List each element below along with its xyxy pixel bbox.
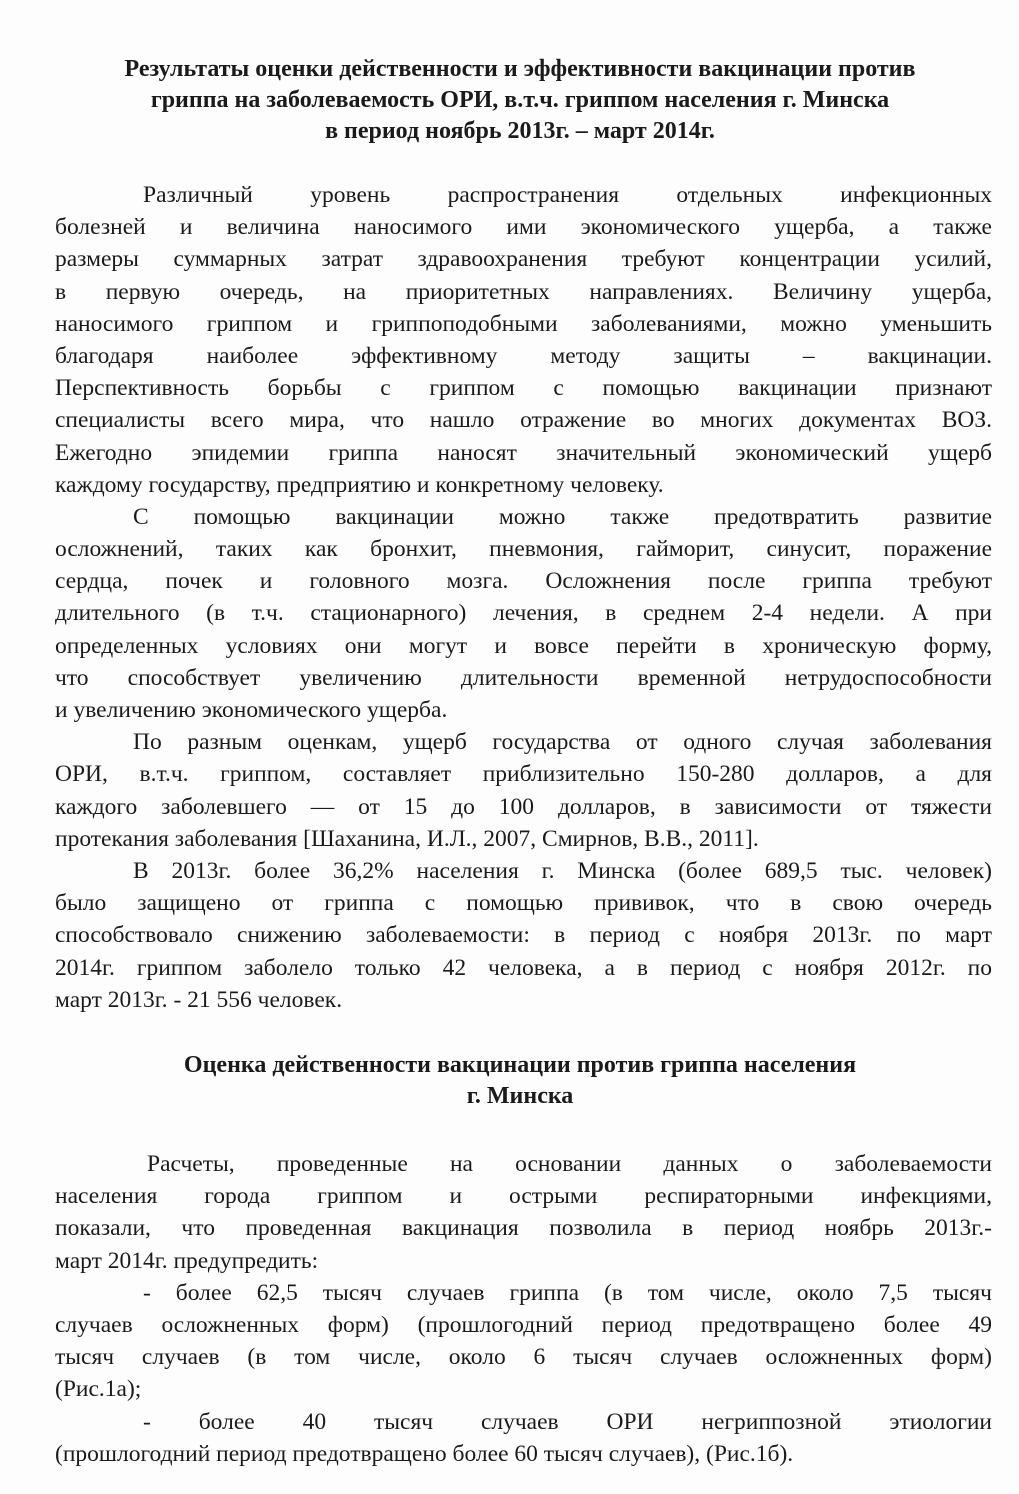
text-line: населения города гриппом и острыми респираторными инфекциями, xyxy=(55,1183,992,1210)
text-line: в первую очередь, на приоритетных направлениях. Величину ущерба, xyxy=(55,278,992,305)
text-line: - более 40 тысяч случаев ОРИ негриппозной этиологии xyxy=(143,1408,992,1435)
text-line: сердца, почек и головного мозга. Осложнения после гриппа требуют xyxy=(55,568,992,595)
text-line: и увеличению экономического ущерба. xyxy=(55,697,448,723)
text-line: март 2013г. - 21 556 человек. xyxy=(55,986,343,1013)
section-heading xyxy=(40,1050,1000,1112)
text-line: С помощью вакцинации можно также предотвратить развитие xyxy=(133,503,992,530)
text-line: случаев осложненных форм) (прошлогодний период предотвращено более 49 xyxy=(55,1311,992,1338)
text-line: было защищено от гриппа с помощью прививок, что в свою очередь xyxy=(55,890,992,917)
body-section-2 xyxy=(55,1148,992,1470)
text-line: - более 62,5 тысяч случаев гриппа (в том числе, около 7,5 тысяч xyxy=(143,1279,992,1306)
text-line: (прошлогодний период предотвращено более 60 тысяч случаев), (Рис.1б). xyxy=(55,1440,794,1467)
text-line: показали, что проведенная вакцинация позволила в период ноябрь 2013г.- xyxy=(55,1215,992,1242)
document-title-line: Результаты оценки действенности и эффективности вакцинации против xyxy=(124,56,916,82)
text-line: ОРИ, в.т.ч. гриппом, составляет приблизительно 150-280 долларов, а для xyxy=(55,761,992,788)
text-line: длительного (в т.ч. стационарного) лечения, в среднем 2-4 недели. А при xyxy=(55,600,992,627)
text-line: В 2013г. более 36,2% населения г. Минска (более 689,5 тыс. человек) xyxy=(133,857,992,884)
text-line: специалисты всего мира, что нашло отражение во многих документах ВОЗ. xyxy=(55,407,992,434)
text-line: Расчеты, проведенные на основании данных о заболеваемости xyxy=(147,1151,992,1177)
document-title-line: гриппа на заболеваемость ОРИ, в.т.ч. гриппом населения г. Минска xyxy=(150,87,890,113)
body-section-1 xyxy=(55,179,992,1016)
text-line: каждого заболевшего — от 15 до 100 долларов, в зависимости от тяжести xyxy=(55,793,992,820)
text-line: благодаря наиболее эффективному методу защиты – вакцинации. xyxy=(55,342,992,369)
text-line: Ежегодно эпидемии гриппа наносят значительный экономический ущерб xyxy=(55,439,992,466)
text-line: март 2014г. предупредить: xyxy=(55,1247,319,1274)
text-line: размеры суммарных затрат здравоохранения требуют концентрации усилий, xyxy=(55,246,992,273)
text-line: Различный уровень распространения отдельных инфекционных xyxy=(143,182,992,208)
text-line: (Рис.1а); xyxy=(55,1376,142,1403)
section-heading-line: Оценка действенности вакцинации против гриппа населения xyxy=(183,1052,857,1078)
document-title xyxy=(40,54,1000,147)
text-line: протекания заболевания [Шаханина, И.Л., 2007, Смирнов, В.В., 2011]. xyxy=(55,825,759,852)
text-line: болезней и величина наносимого ими экономического ущерба, а также xyxy=(55,214,992,241)
text-line: определенных условиях они могут и вовсе перейти в хроническую форму, xyxy=(55,632,992,659)
text-line: каждому государству, предприятию и конкретному человеку. xyxy=(55,471,664,498)
text-line: тысяч случаев (в том числе, около 6 тысяч случаев осложненных форм) xyxy=(55,1344,992,1371)
document-title-line: в период ноябрь 2013г. – март 2014г. xyxy=(325,118,715,144)
text-line: что способствует увеличению длительности временной нетрудоспособности xyxy=(55,664,992,691)
text-line: осложнений, таких как бронхит, пневмония, гайморит, синусит, поражение xyxy=(55,536,992,563)
text-line: способствовало снижению заболеваемости: в период с ноября 2013г. по март xyxy=(55,922,992,949)
text-line: По разным оценкам, ущерб государства от одного случая заболевания xyxy=(133,729,992,756)
text-line: 2014г. гриппом заболело только 42 человека, а в период с ноября 2012г. по xyxy=(55,954,992,981)
section-heading-line: г. Минска xyxy=(466,1083,574,1109)
text-line: Перспективность борьбы с гриппом с помощью вакцинации признают xyxy=(55,375,992,402)
text-line: наносимого гриппом и гриппоподобными заболеваниями, можно уменьшить xyxy=(55,310,992,337)
